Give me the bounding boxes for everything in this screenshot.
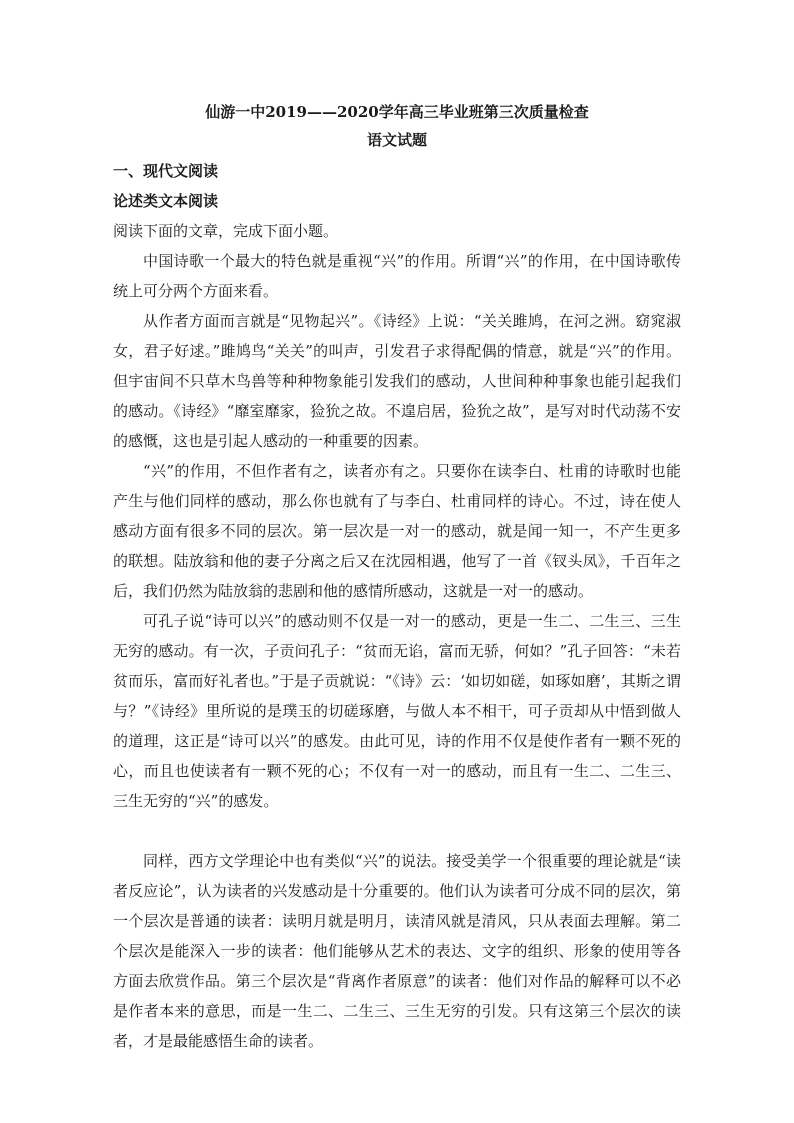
paragraph-5: 同样，西方文学理论中也有类似“兴”的说法。接受美学一个很重要的理论就是“读者反应论”，认为读者的兴发感动是十分重要的。他们认为读者可分成不同的层次，第一个层次是普通的读者：读明月就是明月，读清风就是清风，只从表面去理解。第二个层次是能深入一步的读者：他们能够从艺术的表达、文字的组织、形象的使用等各方面去欣赏作品。第三个层次是“背离作者原意”的读者：他们对作品的解释可以不必是作者本来的意思，而是一生二、二生三、三生无穷的引发。只有这第三个层次的读者，才是最能感悟生命的读者。	[113, 852, 681, 1050]
instruction-text: 阅读下面的文章，完成下面小题。	[113, 222, 339, 240]
paragraph-4: 可孔子说“诗可以兴”的感动则不仅是一对一的感动，更是一生二、二生三、三生无穷的感动。有一次，子贡问孔子：“贫而无谄，富而无骄，何如？”孔子回答：“未若贫而乐，富而好礼者也。”于是子贡就说：“《诗》云：‘如切如磋，如琢如磨’，其斯之谓与？”《诗经》里所说的是璞玉的切磋琢磨，与做人本不相干，可子贡却从中悟到做人的道理，这正是“诗可以兴”的感发。由此可见，诗的作用不仅是使作者有一颗不死的心，而且也使读者有一颗不死的心；不仅有一对一的感动，而且有一生二、二生三、三生无穷的“兴”的感发。	[113, 612, 681, 810]
document-title: 仙游一中2019——2020学年高三毕业班第三次质量检查	[205, 103, 589, 121]
paragraph-2: 从作者方面而言就是“见物起兴”。《诗经》上说：“关关雎鸠，在河之洲。窈窕淑女，君子好逑。”雎鸠鸟“关关”的叫声，引发君子求得配偶的情意，就是“兴”的作用。但宇宙间不只草木鸟兽等种种物象能引发我们的感动，人世间种种事象也能引起我们的感动。《诗经》“靡室靡家，猃狁之故。不遑启居，猃狁之故”，是写对时代动荡不安的感慨，这也是引起人感动的一种重要的因素。	[113, 312, 681, 450]
paragraph-gap	[113, 816, 681, 846]
document-page	[113, 98, 681, 1056]
paragraph-3: “兴”的作用，不但作者有之，读者亦有之。只要你在读李白、杜甫的诗歌时也能产生与他们同样的感动，那么你也就有了与李白、杜甫同样的诗心。不过，诗在使人感动方面有很多不同的层次。第一层次是一对一的感动，就是闻一知一，不产生更多的联想。陆放翁和他的妻子分离之后又在沈园相遇，他写了一首《钗头凤》，千百年之后，我们仍然为陆放翁的悲剧和他的感情所感动，这就是一对一的感动。	[113, 462, 681, 600]
section-heading: 一、现代文阅读	[113, 162, 219, 180]
subsection-heading: 论述类文本阅读	[113, 192, 219, 210]
paragraph-1: 中国诗歌一个最大的特色就是重视“兴”的作用。所谓“兴”的作用，在中国诗歌传统上可分两个方面来看。	[113, 252, 681, 300]
document-subtitle: 语文试题	[366, 131, 427, 149]
